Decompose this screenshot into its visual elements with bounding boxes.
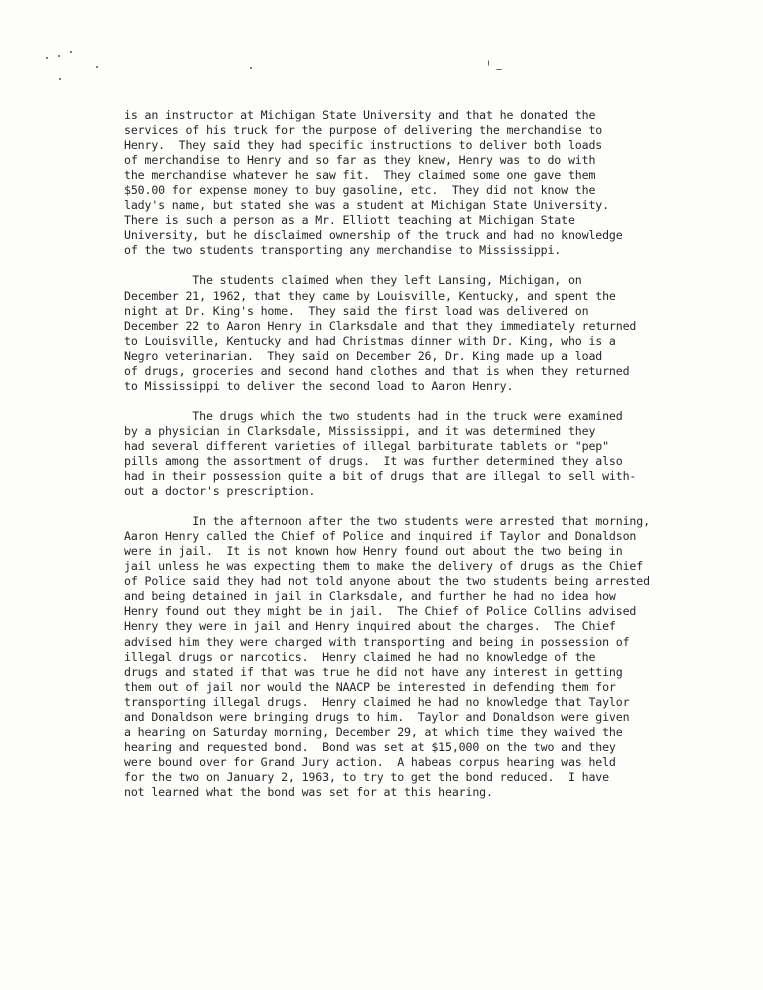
text-line: Aaron Henry called the Chief of Police and inquired if Taylor and Donaldson <box>124 529 637 544</box>
scan-speck <box>488 60 489 66</box>
text-line: pills among the assortment of drugs. It was further determined they also <box>124 453 623 468</box>
text-line: the merchandise whatever he saw fit. They claimed some one gave them <box>124 168 596 183</box>
scan-speck <box>59 78 61 80</box>
text-line: were bound over for Grand Jury action. A habeas corpus hearing was held <box>124 754 616 769</box>
text-line: advised him they were charged with transporting and being in possession of <box>124 634 630 649</box>
paragraph-1 <box>124 108 724 258</box>
text-line: and being detained in jail in Clarksdale, and further he had no idea how <box>124 589 616 604</box>
text-line: had in their possession quite a bit of drugs that are illegal to sell with- <box>124 469 637 484</box>
text-line: to Louisville, Kentucky and had Christmas dinner with Dr. King, who is a <box>124 333 616 348</box>
text-line: out a doctor's prescription. <box>124 484 316 499</box>
paragraph-3 <box>124 409 724 499</box>
scan-speck <box>96 66 98 68</box>
text-line: had several different varieties of illegal barbiturate tablets or "pep" <box>124 438 609 453</box>
text-line: of drugs, groceries and second hand clothes and that is when they returned <box>124 363 630 378</box>
text-line: The students claimed when they left Lansing, Michigan, on <box>124 273 582 288</box>
text-line: and Donaldson were bringing drugs to him. Taylor and Donaldson were given <box>124 709 630 724</box>
text-line: $50.00 for expense money to buy gasoline, etc. They did not know the <box>124 183 596 198</box>
text-line: There is such a person as a Mr. Elliott teaching at Michigan State <box>124 213 575 228</box>
text-line: hearing and requested bond. Bond was set at $15,000 on the two and they <box>124 739 616 754</box>
text-line: of merchandise to Henry and so far as they knew, Henry was to do with <box>124 153 596 168</box>
text-line: for the two on January 2, 1963, to try to get the bond reduced. I have <box>124 769 609 784</box>
text-line: jail unless he was expecting them to make the delivery of drugs as the Chief <box>124 559 644 574</box>
text-line: of the two students transporting any merchandise to Mississippi. <box>124 243 562 258</box>
text-line: The drugs which the two students had in the truck were examined <box>124 408 623 423</box>
text-line: drugs and stated if that was true he did not have any interest in getting <box>124 664 623 679</box>
paragraph-2 <box>124 273 724 393</box>
text-line: illegal drugs or narcotics. Henry claimed he had no knowledge of the <box>124 649 596 664</box>
scan-speck <box>58 55 60 57</box>
text-line: Henry. They said they had specific instructions to deliver both loads <box>124 138 603 153</box>
text-line: In the afternoon after the two students were arrested that morning, <box>124 514 650 529</box>
text-line: December 22 to Aaron Henry in Clarksdale and that they immediately returned <box>124 318 637 333</box>
text-line: is an instructor at Michigan State University and that he donated the <box>124 108 596 122</box>
text-line: night at Dr. King's home. They said the first load was delivered on <box>124 303 589 318</box>
text-line: Henry they were in jail and Henry inquired about the charges. The Chief <box>124 619 616 634</box>
text-line: to Mississippi to deliver the second load to Aaron Henry. <box>124 378 514 393</box>
text-line: of Police said they had not told anyone about the two students being arrested <box>124 574 650 589</box>
scan-speck <box>70 51 72 53</box>
text-line: a hearing on Saturday morning, December 29, at which time they waived the <box>124 724 623 739</box>
document-body <box>124 108 724 800</box>
text-line: transporting illegal drugs. Henry claimed he had no knowledge that Taylor <box>124 694 630 709</box>
text-line: December 21, 1962, that they came by Louisville, Kentucky, and spent the <box>124 288 616 303</box>
text-line: were in jail. It is not known how Henry found out about the two being in <box>124 544 623 559</box>
text-line: University, but he disclaimed ownership of the truck and had no knowledge <box>124 228 623 243</box>
scan-speck <box>496 69 502 70</box>
text-line: them out of jail nor would the NAACP be interested in defending them for <box>124 679 616 694</box>
text-line: services of his truck for the purpose of delivering the merchandise to <box>124 123 603 138</box>
text-line: by a physician in Clarksdale, Mississippi, and it was determined they <box>124 423 596 438</box>
scan-speck <box>46 57 48 59</box>
text-line: lady's name, but stated she was a student at Michigan State University. <box>124 198 609 213</box>
text-line: Negro veterinarian. They said on December 26, Dr. King made up a load <box>124 348 603 363</box>
text-line: Henry found out they might be in jail. The Chief of Police Collins advised <box>124 604 637 619</box>
paragraph-4 <box>124 514 724 800</box>
scan-speck <box>250 67 252 69</box>
text-line: not learned what the bond was set for at this hearing. <box>124 784 493 799</box>
